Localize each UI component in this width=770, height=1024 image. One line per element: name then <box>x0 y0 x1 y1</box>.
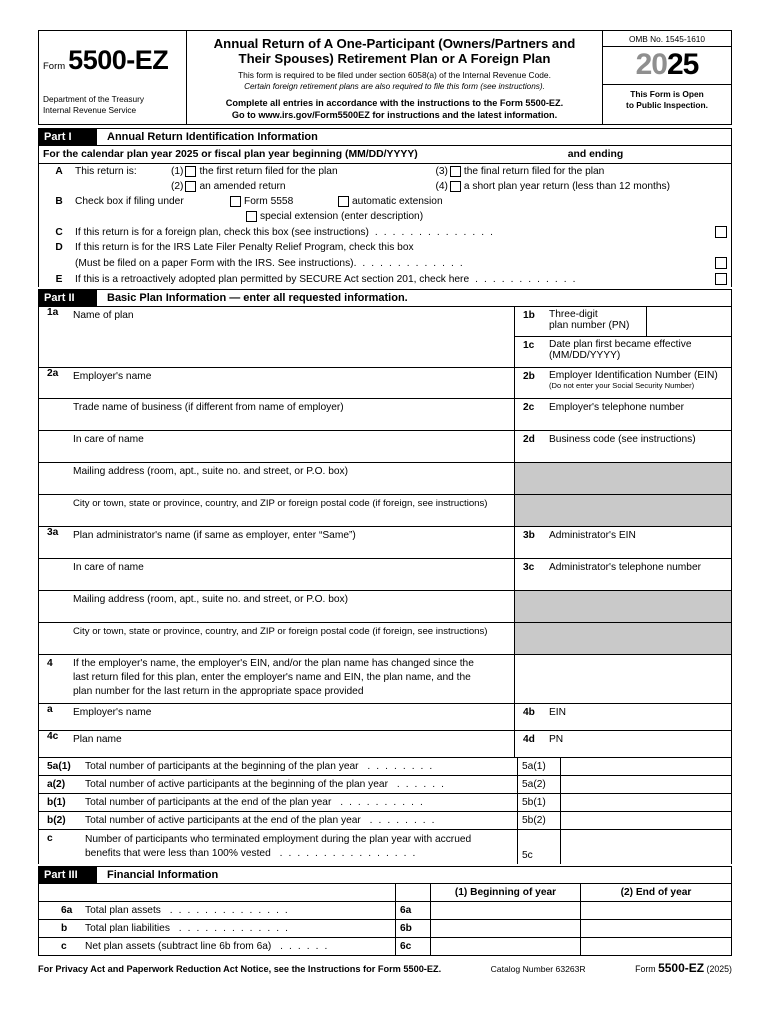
line-e-dots: . . . . . . . . . . . . <box>475 273 578 285</box>
text-5b2 <box>81 812 517 829</box>
label-1b: 1b <box>523 310 535 321</box>
box-label-5a1: 5a(1) <box>517 758 561 775</box>
text-1b <box>545 307 647 336</box>
part-1-calendar-row <box>38 146 732 164</box>
cell-mailing-address-2[interactable] <box>39 591 515 622</box>
public-inspection-line2: to Public Inspection. <box>626 99 708 110</box>
service-line: Internal Revenue Service <box>43 104 137 115</box>
text-4-line2: last return filed for this plan, enter the employer's name and EIN, the plan name, and the <box>73 672 471 683</box>
label-4d: 4d <box>523 734 535 745</box>
line-e-label: E <box>55 273 63 285</box>
line-c-dots: . . . . . . . . . . . . . . <box>374 226 495 238</box>
box-label-6c: 6c <box>395 938 431 955</box>
cell-4 <box>39 655 515 703</box>
text-5a1 <box>81 758 517 775</box>
cell-4d[interactable] <box>515 731 731 757</box>
text-3c: Administrator's telephone number <box>549 562 702 573</box>
part-1-line-d <box>38 240 732 271</box>
form-header <box>38 30 732 125</box>
cell-city-2[interactable] <box>39 623 515 654</box>
line-d-label: D <box>55 242 63 253</box>
row-5c <box>39 830 731 864</box>
line-a-option-1-checkbox[interactable] <box>185 166 196 177</box>
public-inspection-note <box>603 85 731 113</box>
part-3-grid <box>38 884 732 956</box>
header-right <box>603 31 731 124</box>
row-6b <box>39 920 731 938</box>
row-mailing-address-2 <box>39 591 731 623</box>
input-6c-beginning[interactable] <box>431 938 581 955</box>
cell-3a[interactable] <box>39 527 515 558</box>
text-2c: Employer's telephone number <box>549 402 685 413</box>
line-a-option-1-text: the first return filed for the plan <box>199 166 338 177</box>
financial-col-1-header: (1) Beginning of year <box>431 884 581 901</box>
cell-4a[interactable] <box>39 704 515 730</box>
text-4 <box>69 655 478 701</box>
cell-2b[interactable] <box>515 368 731 398</box>
line-d-text-2: (Must be filed on a paper Form with the IRS. See instructions). <box>75 257 357 269</box>
text-mailing-address-2: Mailing address (room, apt., suite no. and street, or P.O. box) <box>73 594 349 605</box>
row-5a2 <box>39 776 731 794</box>
line-d-text: If this return is for the IRS Late Filer Penalty Relief Program, check this box <box>75 242 414 253</box>
line-e-checkbox[interactable] <box>715 273 727 285</box>
cell-1a[interactable] <box>39 307 515 367</box>
row-1a <box>39 307 731 368</box>
text-5c-line2-wrap <box>85 847 513 861</box>
cell-in-care-of-1[interactable] <box>39 431 515 462</box>
label-incare2-spacer <box>39 559 69 576</box>
box-label-6a: 6a <box>395 902 431 919</box>
text-5c <box>81 830 517 864</box>
line-a-option-4-text: a short plan year return (less than 12 months) <box>463 181 671 192</box>
text-5b1-main: Total number of participants at the end of the plan year <box>85 797 332 808</box>
line-a-option-4-num: (4) <box>435 181 448 192</box>
cell-4c[interactable] <box>39 731 515 757</box>
financial-col-2-header: (2) End of year <box>620 887 692 898</box>
line-b-special-extension-checkbox[interactable] <box>246 211 257 222</box>
text-5a2-main: Total number of active participants at the beginning of the plan year <box>85 779 388 790</box>
input-5b1[interactable] <box>561 794 731 811</box>
label-2b: 2b <box>523 371 535 382</box>
text-4-line3: plan number for the last return in the appropriate space provided <box>73 686 364 697</box>
form-instruction-1: Complete all entries in accordance with the instructions to the Form 5500-EZ. <box>225 98 564 108</box>
part-3-title: Financial Information <box>107 869 219 881</box>
row-5b1 <box>39 794 731 812</box>
text-2d: Business code (see instructions) <box>549 434 696 445</box>
year-suffix: 25 <box>667 48 699 81</box>
text-in-care-of-2: In care of name <box>73 562 144 573</box>
department-line: Department of the Treasury <box>43 94 144 104</box>
text-5b1-dots: . . . . . . . . . . <box>340 797 425 808</box>
header-center <box>187 31 603 124</box>
label-2d: 2d <box>523 434 535 445</box>
footer-form-id <box>635 961 732 975</box>
label-1c: 1c <box>523 340 535 351</box>
label-4b: 4b <box>523 707 535 718</box>
row-city-2 <box>39 623 731 655</box>
box-label-5a2: 5a(2) <box>517 776 561 793</box>
row-1b <box>515 307 731 337</box>
line-b-form5558-label: Form 5558 <box>244 196 294 207</box>
label-4c: 4c <box>47 731 59 742</box>
form-footer <box>38 956 732 975</box>
label-5c: c <box>47 833 53 844</box>
text-6a-dots: . . . . . . . . . . . . . . <box>169 905 290 916</box>
text-6c-main: Net plan assets (subtract line 6b from 6a) <box>85 941 272 952</box>
label-4a: a <box>47 704 53 715</box>
part-3-label: Part III <box>39 867 97 883</box>
form-identifier <box>43 45 182 76</box>
text-6a <box>81 902 395 919</box>
label-trade-spacer <box>39 399 69 416</box>
label-4: 4 <box>47 658 53 669</box>
text-4-line1: If the employer's name, the employer's EIN, and/or the plan name has changed since the <box>73 658 474 669</box>
text-1b-line2: plan number (PN) <box>549 320 630 331</box>
shaded-area-4 <box>515 623 731 654</box>
row-1c <box>515 337 731 367</box>
box-label-5b1: 5b(1) <box>517 794 561 811</box>
form-title-line1: Annual Return of A One-Participant (Owners/Partners and <box>213 36 576 51</box>
part-2-label: Part II <box>39 290 97 306</box>
text-city-1: City or town, state or province, country, and ZIP or foreign postal code (if foreign, see instructions) <box>73 498 488 509</box>
text-4c: Plan name <box>73 734 122 745</box>
shaded-area-3 <box>515 591 731 622</box>
line-e-text: If this is a retroactively adopted plan permitted by SECURE Act section 201, check here <box>75 273 470 285</box>
omb-number: OMB No. 1545-1610 <box>603 31 731 47</box>
label-5b2: b(2) <box>47 815 66 826</box>
row-3a <box>39 527 731 559</box>
text-6c-dots: . . . . . . <box>280 941 329 952</box>
financial-header-blank <box>39 884 395 901</box>
text-1a: Name of plan <box>73 310 134 321</box>
form-title-line2: Their Spouses) Retirement Plan or A Foreign Plan <box>238 51 551 66</box>
shaded-area-2 <box>515 495 731 526</box>
shaded-area-1 <box>515 463 731 494</box>
text-4d: PN <box>549 734 564 745</box>
cell-3c[interactable] <box>515 559 731 590</box>
row-5b2 <box>39 812 731 830</box>
year-prefix: 20 <box>635 48 667 81</box>
tax-year <box>603 47 731 85</box>
part-3-bar <box>38 866 732 884</box>
box-label-5c: 5c <box>517 830 561 864</box>
part-1-line-e <box>38 271 732 287</box>
input-6b-beginning[interactable] <box>431 920 581 937</box>
input-5b2[interactable] <box>561 812 731 829</box>
text-3b: Administrator's EIN <box>549 530 636 541</box>
text-trade-name: Trade name of business (if different from name of employer) <box>73 402 344 413</box>
text-4b: EIN <box>549 707 566 718</box>
line-a-option-3-num: (3) <box>435 166 448 177</box>
cell-2c[interactable] <box>515 399 731 430</box>
input-5a2[interactable] <box>561 776 731 793</box>
line-b-form5558-checkbox[interactable] <box>230 196 241 207</box>
text-5b2-main: Total number of active participants at the end of the plan year <box>85 815 361 826</box>
label-city1-spacer <box>39 495 69 512</box>
form-subtitle-2: Certain foreign retirement plans are also required to file this form (see instructions). <box>244 82 545 91</box>
cell-mailing-address-1[interactable] <box>39 463 515 494</box>
row-4 <box>39 655 731 704</box>
catalog-number: Catalog Number 63263R <box>490 964 586 974</box>
label-2a: 2a <box>47 368 59 379</box>
cell-in-care-of-2[interactable] <box>39 559 515 590</box>
header-left <box>39 31 187 124</box>
text-5c-line1: Number of participants who terminated employment during the plan year with accrued <box>85 834 472 845</box>
label-6c: c <box>61 941 67 952</box>
line-b-automatic-extension-label: automatic extension <box>352 196 443 207</box>
text-6b-main: Total plan liabilities <box>85 923 170 934</box>
footer-form-number: 5500-EZ <box>658 961 705 975</box>
department-block <box>43 94 182 115</box>
label-5b1: b(1) <box>47 797 66 808</box>
text-2a: Employer's name <box>73 371 152 382</box>
text-2b-main: Employer Identification Number (EIN) <box>549 370 718 381</box>
input-6c-end[interactable] <box>581 938 731 955</box>
row-mailing-address-1 <box>39 463 731 495</box>
cell-trade-name[interactable] <box>39 399 515 430</box>
line-a-option-2-text: an amended return <box>199 181 286 192</box>
text-1c-line2: (MM/DD/YYYY) <box>549 350 621 361</box>
text-6b <box>81 920 395 937</box>
part-2-grid <box>38 307 732 864</box>
text-6b-dots: . . . . . . . . . . . . . <box>178 923 290 934</box>
input-6a-beginning[interactable] <box>431 902 581 919</box>
text-6a-main: Total plan assets <box>85 905 161 916</box>
label-1a: 1a <box>47 307 59 318</box>
line-c-checkbox[interactable] <box>715 226 727 238</box>
label-6b: b <box>61 923 68 934</box>
label-3a: 3a <box>47 527 59 538</box>
calendar-year-text: For the calendar plan year 2025 or fiscal plan year beginning (MM/DD/YYYY) <box>43 149 418 160</box>
row-6c <box>39 938 731 956</box>
box-label-5b2: 5b(2) <box>517 812 561 829</box>
input-1b-plan-number[interactable] <box>647 307 731 336</box>
form-subtitle-1: This form is required to be filed under section 6058(a) of the Internal Revenue Code. <box>238 70 551 80</box>
privacy-notice: For Privacy Act and Paperwork Reduction Act Notice, see the Instructions for Form 5500-EZ. <box>38 964 442 974</box>
part-2-title: Basic Plan Information — enter all requested information. <box>107 292 408 304</box>
footer-form-word: Form <box>635 964 656 974</box>
row-4c <box>39 731 731 758</box>
line-a-option-2-num: (2) <box>171 181 184 192</box>
input-6b-end[interactable] <box>581 920 731 937</box>
label-3b: 3b <box>523 530 535 541</box>
line-a-label: A <box>55 166 63 177</box>
row-2a <box>39 368 731 399</box>
text-6c <box>81 938 395 955</box>
row-city-1 <box>39 495 731 527</box>
text-5a2 <box>81 776 517 793</box>
text-5c-line2: benefits that were less than 100% vested <box>85 848 271 859</box>
line-a-option-3-checkbox[interactable] <box>450 166 461 177</box>
part-1-title: Annual Return Identification Information <box>107 131 318 143</box>
text-mailing-address-1: Mailing address (room, apt., suite no. and street, or P.O. box) <box>73 466 349 477</box>
label-mail2-spacer <box>39 591 69 608</box>
label-3c: 3c <box>523 562 535 573</box>
line-b-special-extension-label: special extension (enter description) <box>260 211 424 222</box>
text-2b <box>545 368 722 392</box>
text-1c[interactable] <box>545 337 731 367</box>
row-5a1 <box>39 758 731 776</box>
part-1-line-c <box>38 224 732 240</box>
label-6a: 6a <box>61 905 73 916</box>
line-a-option-4-checkbox[interactable] <box>450 181 461 192</box>
line-d-dots: . . . . . . . . . . . . <box>362 257 465 269</box>
cell-2a[interactable] <box>39 368 515 398</box>
row-in-care-of-2 <box>39 559 731 591</box>
financial-header-boxcol <box>395 884 431 901</box>
cell-city-1[interactable] <box>39 495 515 526</box>
row-4a <box>39 704 731 731</box>
text-1b-line1: Three-digit <box>549 309 598 320</box>
label-5a1: 5a(1) <box>47 761 71 772</box>
text-5a1-dots: . . . . . . . . <box>367 761 434 772</box>
label-2c: 2c <box>523 402 535 413</box>
line-b-automatic-extension-checkbox[interactable] <box>338 196 349 207</box>
col-1b-1c <box>515 307 731 367</box>
footer-form-year: (2025) <box>706 964 732 974</box>
text-5c-dots: . . . . . . . . . . . . . . . . <box>279 848 417 859</box>
input-5a1[interactable] <box>561 758 731 775</box>
line-c-label: C <box>55 226 63 238</box>
text-2b-sub: (Do not enter your Social Security Number) <box>549 381 695 390</box>
cell-4b[interactable] <box>515 704 731 730</box>
form-number: 5500-EZ <box>68 45 169 75</box>
text-3a: Plan administrator's name (if same as employer, enter “Same”) <box>73 530 356 541</box>
text-4a: Employer's name <box>73 707 152 718</box>
row-financial-headers <box>39 884 731 902</box>
text-1c-line1: Date plan first became effective <box>549 339 692 350</box>
line-a-option-2-checkbox[interactable] <box>185 181 196 192</box>
line-c-text: If this return is for a foreign plan, check this box (see instructions) <box>75 226 369 238</box>
text-5a1-main: Total number of participants at the beginning of the plan year <box>85 761 359 772</box>
row-6a <box>39 902 731 920</box>
part-1-line-b <box>38 194 732 224</box>
row-in-care-of-1 <box>39 431 731 463</box>
text-5b2-dots: . . . . . . . . <box>369 815 437 826</box>
part-1-line-a <box>38 164 732 194</box>
box-label-6b: 6b <box>395 920 431 937</box>
input-6a-end[interactable] <box>581 902 731 919</box>
label-mail1-spacer <box>39 463 69 480</box>
row-trade-name <box>39 399 731 431</box>
line-b-text: Check box if filing under <box>75 196 184 207</box>
label-incare-spacer <box>39 431 69 448</box>
text-city-2: City or town, state or province, country, and ZIP or foreign postal code (if foreign, see instructions) <box>73 626 488 637</box>
part-1-bar <box>38 128 732 146</box>
form-instruction-2: Go to www.irs.gov/Form5500EZ for instructions and the latest information. <box>231 110 558 120</box>
public-inspection-line1: This Form is Open <box>630 89 704 99</box>
line-b-label: B <box>55 196 63 207</box>
line-a-option-1-num: (1) <box>171 166 184 177</box>
label-5a2: a(2) <box>47 779 66 790</box>
cell-3b[interactable] <box>515 527 731 558</box>
form-word: Form <box>43 61 66 72</box>
part-2-bar <box>38 289 732 307</box>
cell-2d[interactable] <box>515 431 731 462</box>
label-city2-spacer <box>39 623 69 640</box>
input-5c[interactable] <box>561 830 731 864</box>
cell-4-blank <box>515 655 731 703</box>
line-d-checkbox[interactable] <box>715 257 727 269</box>
part-1-label: Part I <box>39 129 97 145</box>
text-in-care-of-1: In care of name <box>73 434 144 445</box>
text-5b1 <box>81 794 517 811</box>
line-a-text: This return is: <box>75 166 137 177</box>
line-a-option-3-text: the final return filed for the plan <box>463 166 605 177</box>
and-ending-text: and ending <box>567 149 624 160</box>
text-5a2-dots: . . . . . . <box>396 779 446 790</box>
